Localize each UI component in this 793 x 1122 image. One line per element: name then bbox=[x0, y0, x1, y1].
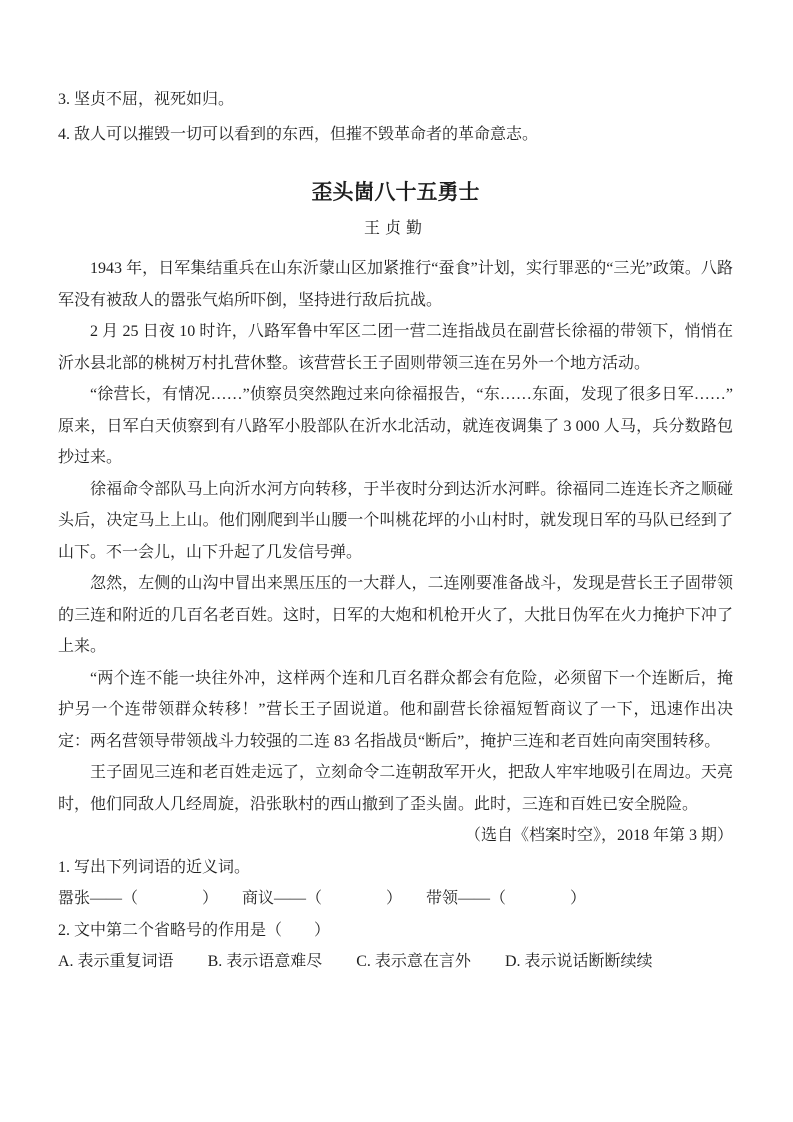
source-attribution: （选自《档案时空》，2018 年第 3 期） bbox=[464, 827, 733, 845]
article-paragraph-6: “两个连不能一块往外冲，这样两个连和几百名群众都会有危险，必须留下一个连断后，掩护另一个连带领群众转移！”营长王子固说道。他和副营长徐福短暂商议了一下，迅速作出决定：两名营领导带领战斗力较强的二连 83 名指战员“断后”，掩护三连和老百姓向南突围转移。 bbox=[58, 669, 733, 750]
synonym-blank-dailing: 带领——（ ） bbox=[426, 890, 587, 908]
answer-line-4: 4. 敌人可以摧毁一切可以看到的东西，但摧不毁革命者的革命意志。 bbox=[58, 126, 539, 143]
question-1-prompt: 1. 写出下列词语的近义词。 bbox=[58, 858, 251, 876]
question-1-blanks-row bbox=[58, 883, 733, 915]
article-title: 歪头崮八十五勇士 bbox=[311, 180, 480, 204]
article-paragraph-2: 2 月 25 日夜 10 时许，八路军鲁中军区二团一营二连指战员在副营长徐福的带领下，悄悄在沂水县北部的桃树万村扎营休整。该营营长王子固则带领三连在另外一个地方活动。 bbox=[58, 323, 733, 372]
synonym-blank-xiaozhang: 嚣张——（ ） bbox=[58, 890, 219, 908]
article-paragraph-4: 徐福命令部队马上向沂水河方向转移，于半夜时分到达沂水河畔。徐福同二连连长齐之顺碰头后，决定马上上山。他们刚爬到半山腰一个叫桃花坪的小山村时，就发现日军的马队已经到了山下。不一会儿，山下升起了几发信号弹。 bbox=[58, 480, 733, 561]
question-2-prompt: 2. 文中第二个省略号的作用是（ ） bbox=[58, 921, 331, 939]
article-paragraph-3: “徐营长，有情况……”侦察员突然跑过来向徐福报告，“东……东面，发现了很多日军……”原来，日军白天侦察到有八路军小股部队在沂水北活动，就连夜调集了 3 000 人马，兵分数路包抄过来。 bbox=[58, 386, 733, 467]
article-body bbox=[58, 253, 733, 820]
article-paragraph-1: 1943 年，日军集结重兵在山东沂蒙山区加紧推行“蚕食”计划，实行罪恶的“三光”政策。八路军没有被敌人的嚣张气焰所吓倒，坚持进行敌后抗战。 bbox=[58, 260, 733, 309]
article-author: 王贞勤 bbox=[363, 220, 427, 238]
question-1 bbox=[58, 852, 733, 915]
article-paragraph-7: 王子固见三连和老百姓走远了，立刻命令二连朝敌军开火，把敌人牢牢地吸引在周边。天亮时，他们同敌人几经周旋，沿张耿村的西山撤到了歪头崮。此时，三连和百姓已安全脱险。 bbox=[58, 764, 733, 813]
answer-option-b: B. 表示语意难尽 bbox=[207, 953, 323, 971]
answer-option-a: A. 表示重复词语 bbox=[58, 953, 174, 971]
question-2 bbox=[58, 915, 733, 978]
preceding-answers-section bbox=[58, 82, 733, 152]
answer-option-c: C. 表示意在言外 bbox=[356, 953, 471, 971]
synonym-blank-shangyi: 商议——（ ） bbox=[242, 890, 403, 908]
answer-option-d: D. 表示说话断断续续 bbox=[504, 953, 653, 971]
answer-line-3: 3. 坚贞不屈，视死如归。 bbox=[58, 91, 235, 108]
question-2-options-row bbox=[58, 946, 733, 978]
article-paragraph-5: 忽然，左侧的山沟中冒出来黑压压的一大群人，二连刚要准备战斗，发现是营长王子固带领的三连和附近的几百名老百姓。这时，日军的大炮和机枪开火了，大批日伪军在火力掩护下冲了上来。 bbox=[58, 575, 733, 656]
